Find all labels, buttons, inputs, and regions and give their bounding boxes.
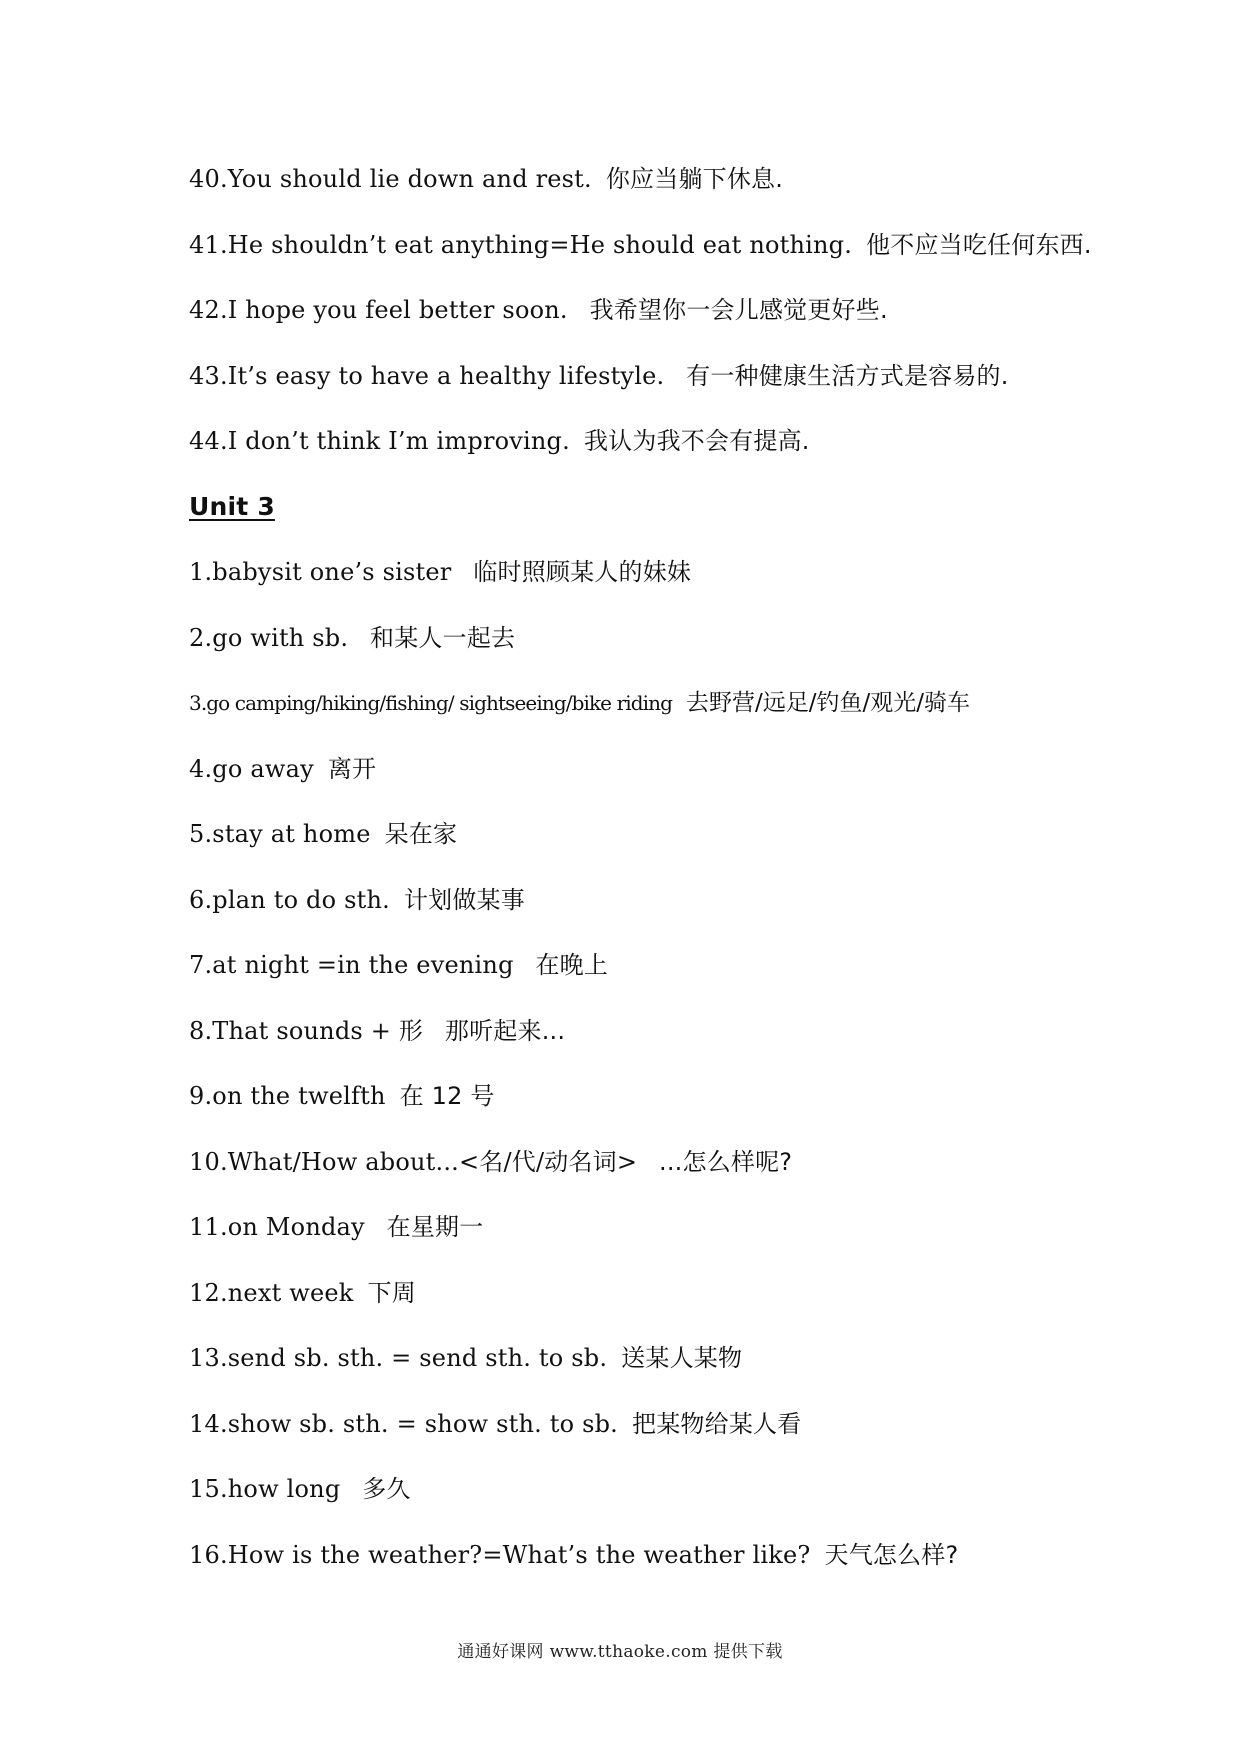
unit3-line-13 — [189, 1344, 1149, 1410]
unit3-line-8 — [189, 1017, 1149, 1083]
chinese-translation: 他不应当吃任何东西. — [866, 230, 1092, 259]
english-phrase: 43.It’s easy to have a healthy lifestyle. — [189, 361, 673, 390]
unit3-line-3 — [189, 689, 1149, 755]
english-phrase: 11.on Monday — [189, 1213, 373, 1241]
chinese-translation: ...怎么样呢? — [659, 1147, 793, 1176]
unit3-line-10 — [189, 1148, 1149, 1214]
english-phrase: 6.plan to do sth. — [189, 885, 390, 914]
unit3-line-16 — [189, 1541, 1149, 1607]
chinese-translation: 把某物给某人看 — [632, 1409, 802, 1438]
chinese-translation: 去野营/远足/钓鱼/观光/骑车 — [686, 690, 971, 716]
chinese-translation: 你应当躺下休息. — [605, 165, 784, 193]
unit3-line-12 — [189, 1279, 1149, 1345]
english-phrase: 15.how long — [189, 1475, 349, 1503]
chinese-translation: 呆在家 — [384, 820, 458, 848]
unit3-line-4 — [189, 755, 1149, 821]
chinese-translation: 我希望你一会儿感觉更好些. — [589, 296, 888, 324]
unit3-line-1 — [189, 558, 1149, 624]
chinese-translation: 有一种健康生活方式是容易的. — [686, 361, 1009, 390]
chinese-translation: 和某人一起去 — [370, 623, 516, 652]
chinese-translation: 计划做某事 — [403, 885, 525, 914]
english-phrase: 41.He shouldn’t eat anything=He should eat nothing. — [189, 230, 853, 259]
chinese-translation: 在星期一 — [386, 1213, 484, 1241]
page-content — [189, 165, 1149, 1606]
unit3-line-2 — [189, 624, 1149, 690]
english-phrase: 2.go with sb. — [189, 623, 357, 652]
chinese-translation: 在晚上 — [535, 951, 609, 979]
english-phrase: 42.I hope you feel better soon. — [189, 296, 576, 324]
english-phrase: 12.next week — [189, 1278, 354, 1307]
english-phrase: 44.I don’t think I’m improving. — [189, 427, 570, 455]
english-phrase: 7.at night =in the evening — [189, 951, 522, 979]
english-phrase: 9.on the twelfth — [189, 1082, 386, 1110]
unit3-line-11 — [189, 1213, 1149, 1279]
phrase-line-42 — [189, 296, 1149, 362]
english-phrase: 8.That sounds + 形 — [189, 1016, 431, 1045]
unit3-line-15 — [189, 1475, 1149, 1541]
unit3-line-9 — [189, 1082, 1149, 1148]
english-phrase: 16.How is the weather?=What’s the weather like? — [189, 1540, 811, 1569]
unit-heading-line — [189, 493, 1149, 559]
page-footer: 通通好课网 www.tthaoke.com 提供下载 — [457, 1642, 783, 1662]
english-phrase: 5.stay at home — [189, 820, 371, 848]
unit-heading: Unit 3 — [189, 491, 275, 521]
chinese-translation: 我认为我不会有提高. — [583, 427, 810, 455]
english-phrase: 14.show sb. sth. = show sth. to sb. — [189, 1409, 619, 1438]
phrase-line-41 — [189, 231, 1149, 297]
phrase-line-44 — [189, 427, 1149, 493]
english-phrase: 1.babysit one’s sister — [189, 558, 460, 586]
chinese-translation: 天气怎么样? — [824, 1540, 959, 1569]
english-phrase: 10.What/How about...<名/代/动名词> — [189, 1147, 646, 1176]
chinese-translation: 下周 — [367, 1278, 416, 1307]
english-phrase: 4.go away — [189, 754, 314, 783]
english-phrase: 40.You should lie down and rest. — [189, 165, 592, 193]
phrase-line-40 — [189, 165, 1149, 231]
chinese-translation: 临时照顾某人的妹妹 — [473, 558, 692, 586]
chinese-translation: 送某人某物 — [621, 1344, 743, 1372]
unit3-line-14 — [189, 1410, 1149, 1476]
unit3-line-5 — [189, 820, 1149, 886]
unit3-line-7 — [189, 951, 1149, 1017]
english-phrase: 13.send sb. sth. = send sth. to sb. — [189, 1344, 608, 1372]
phrase-line-43 — [189, 362, 1149, 428]
chinese-translation: 在 12 号 — [399, 1082, 495, 1110]
chinese-translation: 那听起来... — [444, 1016, 566, 1045]
english-phrase: 3.go camping/hiking/fishing/ sightseeing/bike riding — [189, 691, 673, 715]
unit3-line-6 — [189, 886, 1149, 952]
chinese-translation: 多久 — [362, 1475, 411, 1503]
chinese-translation: 离开 — [327, 754, 377, 783]
